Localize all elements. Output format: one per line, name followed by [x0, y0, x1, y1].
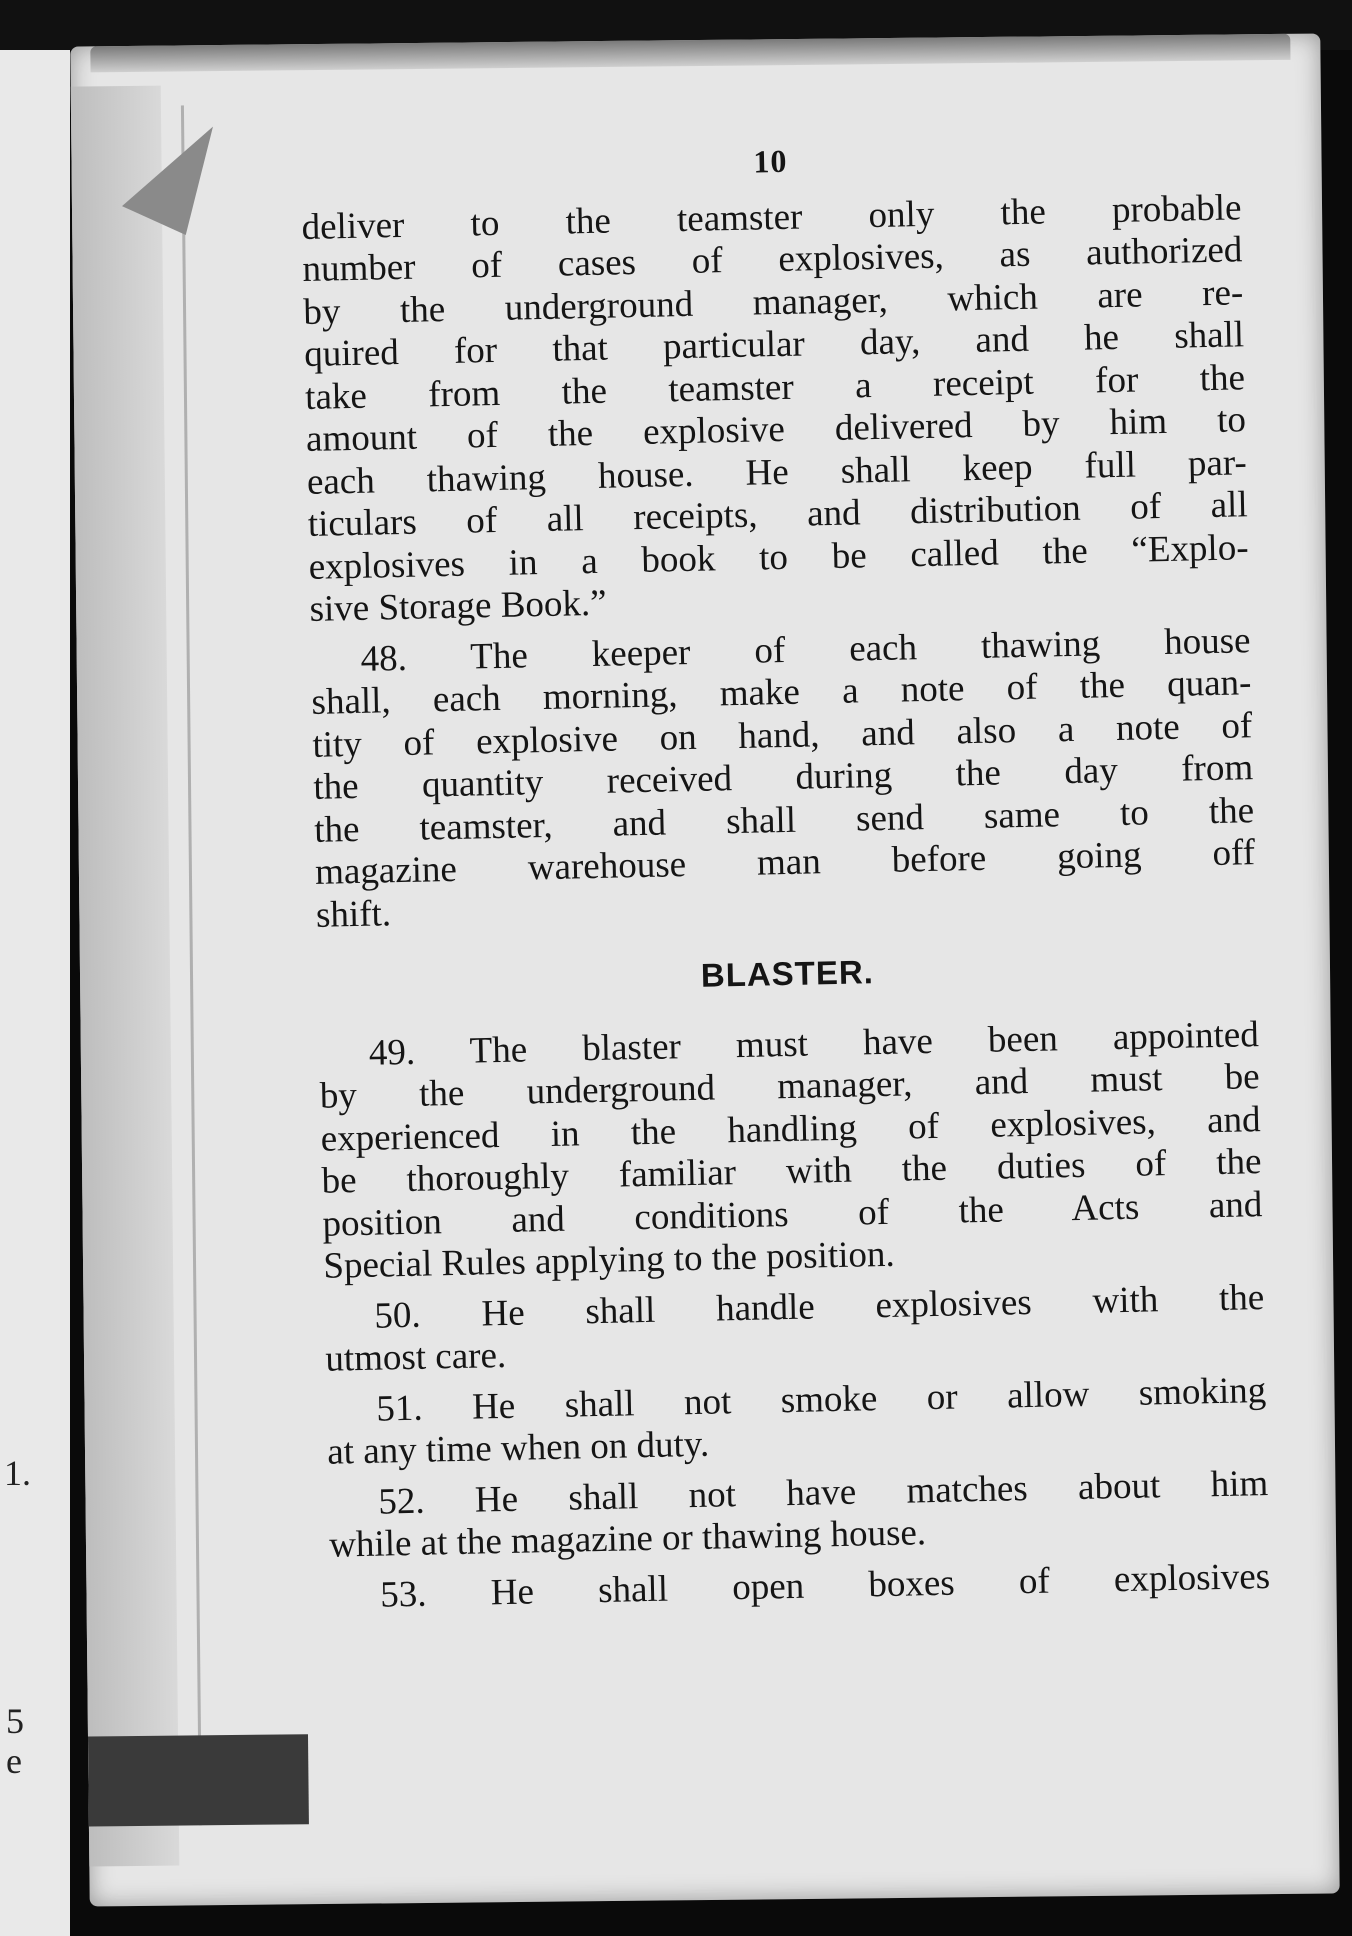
text-line: while at the magazine or thawing house. — [328, 1512, 927, 1566]
text-line: take from the teamster a receipt for the — [304, 356, 1246, 418]
text-line: shall, each morning, make a note of the quan- — [311, 662, 1252, 723]
text-line: by the underground manager, which are re- — [302, 271, 1244, 333]
rule-48 — [310, 620, 1256, 937]
rule-50 — [324, 1277, 1266, 1382]
text-line: utmost care. — [324, 1334, 507, 1380]
text-line: position and conditions of the Acts and — [322, 1183, 1263, 1245]
text-line: explosives in a book to be called the “Explo- — [308, 526, 1249, 588]
page-number: 10 — [752, 142, 788, 180]
text-line: sive Storage Book.” — [309, 582, 607, 630]
text-line: be thoroughly familiar with the duties of the — [321, 1141, 1262, 1202]
text-line: 53. He shall open boxes of explosives — [379, 1555, 1271, 1616]
text-line: by the underground manager, and must be — [319, 1056, 1261, 1117]
text-line: each thawing house. He shall keep full par- — [306, 441, 1248, 503]
rule-51 — [326, 1370, 1268, 1475]
margin-mark-upper: 1. — [4, 1453, 31, 1493]
text-line: magazine warehouse man before going off — [314, 832, 1256, 893]
text-line: quired for that particular day, and he shall — [303, 314, 1245, 375]
page-fold-line — [181, 105, 202, 1825]
text-line: deliver to the teamster only the probable — [301, 186, 1242, 248]
rule-49 — [319, 1014, 1264, 1289]
text-line: experienced in the handling of explosives, and — [320, 1098, 1261, 1160]
text-line: 49. The blaster must have been appointed — [368, 1013, 1260, 1074]
text-line: amount of the explosive delivered by him to — [305, 399, 1247, 460]
text-line: 51. He shall not smoke or allow smoking — [375, 1369, 1267, 1430]
margin-mark-lower-b: e — [6, 1741, 22, 1781]
text-line: the teamster, and shall send same to the — [313, 789, 1255, 851]
adjacent-page-strip — [0, 0, 70, 1936]
text-line: ticulars of all receipts, and distribution of all — [307, 484, 1249, 545]
text-line: 52. He shall not have matches about him — [377, 1462, 1269, 1523]
page-text — [300, 130, 1271, 1617]
continued-paragraph — [301, 187, 1250, 632]
text-line: the quantity received during the day from — [312, 747, 1254, 808]
text-line: shift. — [315, 892, 392, 936]
text-line: Special Rules applying to the position. — [322, 1233, 896, 1287]
rule-52 — [328, 1463, 1270, 1568]
text-line: 50. He shall handle explosives with the — [373, 1276, 1265, 1337]
text-line: number of cases of explosives, as authorized — [302, 229, 1243, 290]
margin-mark-lower-a: 5 — [6, 1701, 24, 1741]
text-line: 48. The keeper of each thawing house — [360, 619, 1251, 680]
section-heading: BLASTER. — [700, 953, 875, 994]
text-line: tity of explosive on hand, and also a note of — [312, 704, 1253, 766]
binding-remnant — [88, 1734, 309, 1826]
text-line: at any time when on duty. — [326, 1423, 710, 1473]
page-left-edge — [71, 86, 180, 1867]
